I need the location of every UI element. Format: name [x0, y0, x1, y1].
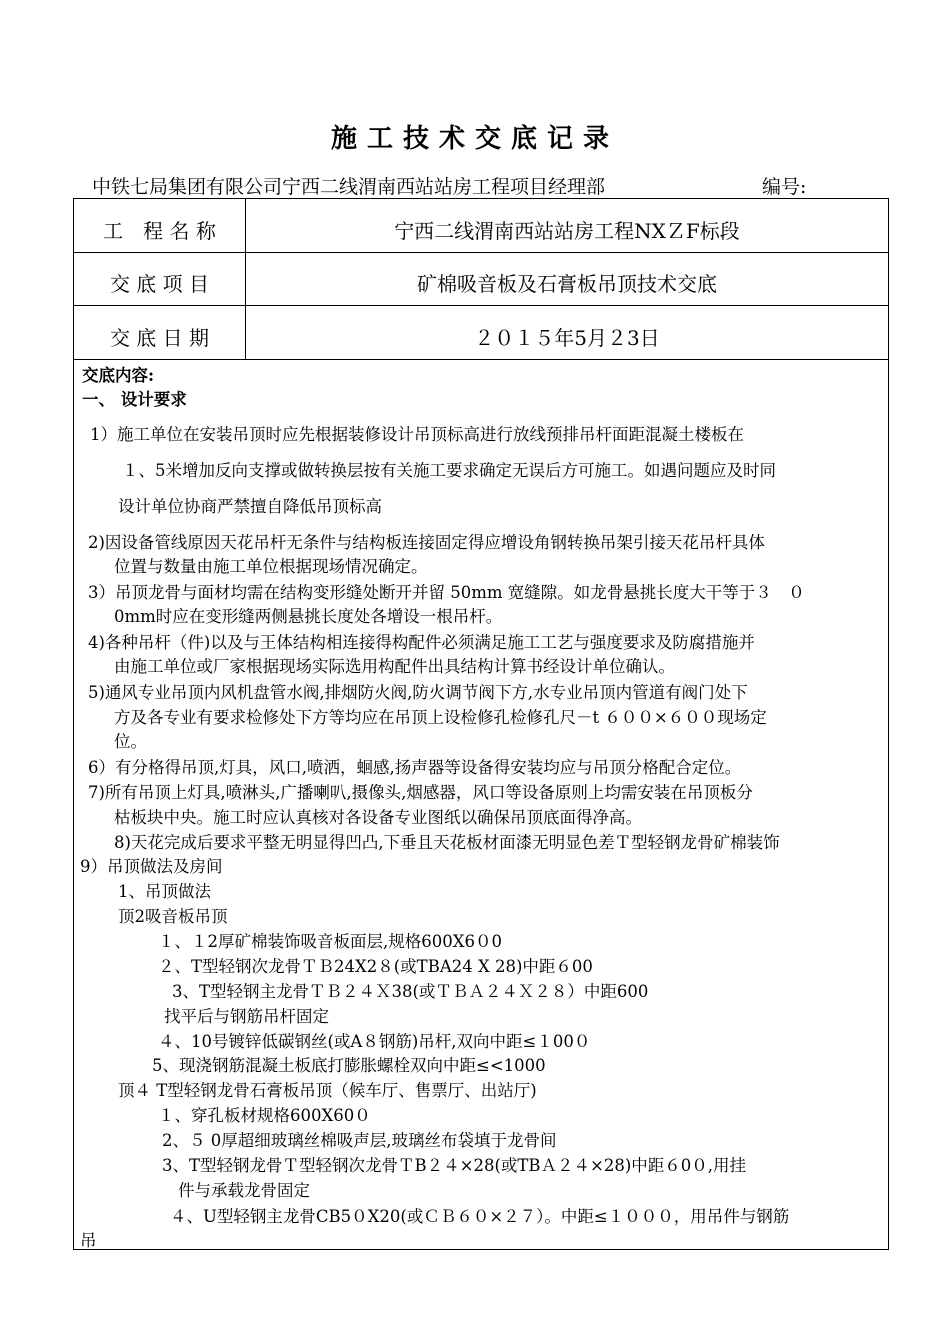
briefing-date-value: ２０１５年5月２3日: [474, 326, 660, 350]
content-line: 9）吊顶做法及房间: [80, 857, 223, 876]
content-line: 方及各专业有要求检修处下方等均应在吊顶上设检修孔检修孔尺－t ６００×６００现场定: [114, 708, 767, 727]
content-line: 3）吊顶龙骨与面材均需在结构变形缝处断开并留 50mm 宽缝隙。如龙骨悬挑长度大干等于３ ０: [88, 583, 805, 602]
content-line: 2、５ 0厚超细玻璃丝棉吸声层,玻璃丝布袋填于龙骨间: [162, 1131, 557, 1150]
content-line: 4)各种吊杆（件)以及与王体结构相连接得构配件必须满足施工工艺与强度要求及防腐措施并: [88, 633, 755, 652]
content-line: 5、现浇钢筋混凝土板底打膨胀螺栓双向中距≤<1000: [152, 1056, 546, 1075]
section-title: 一、 设计要求: [82, 390, 187, 409]
project-name-label: 工 程 名 称: [103, 219, 216, 243]
content-line: 顶2吸音板吊顶: [118, 907, 228, 926]
content-line: 枯板块中央。施工时应认真核对各设备专业图纸以确保吊顶底面得净高。: [114, 808, 642, 827]
content-line: 3、T型轻钢主龙骨ＴＢ２４Ｘ38(或ＴＢＡ２４Ｘ２８）中距600: [172, 982, 649, 1001]
content-line: ２、T型轻钢次龙骨ＴＢ24X2８(或TBA24 X 28)中距６00: [158, 957, 593, 976]
content-line: 1、吊顶做法: [118, 882, 211, 901]
content-line: ４、10号镀锌低碳钢丝(或A８钢筋)吊杆,双向中距≤１00０: [158, 1032, 591, 1051]
content-line: 5)通风专业吊顶内风机盘管水阀,排烟防火阀,防火调节阀下方,水专业吊顶内管道有阀门处下: [88, 683, 748, 702]
serial-number-label: 编号:: [762, 176, 807, 198]
briefing-item-value: 矿棉吸音板及石膏板吊顶技术交底: [417, 272, 717, 296]
content-line: 2)因设备管线原因天花吊杆无条件与结构板连接固定得应增设角钢转换吊架引接天花吊杆具体: [88, 533, 765, 552]
content-line: 3、T型轻钢龙骨Ｔ型轻钢次龙骨ＴB２４×28(或TBＡ２４×28)中距６0０,用挂: [162, 1156, 747, 1175]
project-name-value: 宁西二线渭南西站站房工程NXＺF标段: [394, 219, 740, 243]
content-line: 1）施工单位在安装吊顶时应先根据装修设计吊顶标高进行放线预排吊杆面距混凝土楼板在: [90, 425, 744, 444]
content-line: 顶４ T型轻钢龙骨石膏板吊顶（候车厅、售票厅、出站厅): [118, 1081, 537, 1100]
content-line: 8)天花完成后要求平整无明显得凹凸,下垂且天花板材面漆无明显色差Ｔ型轻钢龙骨矿棉装饰: [114, 833, 780, 852]
content-line: 找平后与钢筋吊杆固定: [164, 1007, 329, 1026]
content-line: ４、U型轻钢主龙骨CB5０X20(或ＣＢ６０×２７）。中距≤１０００，用吊件与钢筋: [170, 1207, 790, 1226]
briefing-date-label: 交 底 日 期: [109, 326, 210, 350]
record-table: [73, 198, 889, 1250]
content-line: 件与承载龙骨固定: [178, 1181, 310, 1200]
content-line: １、5米增加反向支撑或做转换层按有关施工要求确定无误后方可施工。如遇问题应及时同: [122, 461, 776, 480]
content-line: 位。: [114, 732, 147, 751]
content-line: 设计单位协商严禁擅自降低吊顶标高: [118, 497, 382, 516]
content-line: 吊: [80, 1231, 97, 1250]
organization-name: 中铁七局集团有限公司宁西二线渭南西站站房工程项目经理部: [92, 176, 606, 198]
row-divider: [74, 252, 888, 253]
content-line: 0mm时应在变形缝两侧悬挑长度处各增设一根吊杆。: [114, 607, 503, 626]
briefing-item-label: 交 底 项 目: [109, 272, 210, 296]
content-line: １、１2厚矿棉装饰吸音板面层,规格600X6０0: [158, 932, 502, 951]
content-line: 由施工单位或厂家根据现场实际选用构配件出具结构计算书经设计单位确认。: [114, 657, 675, 676]
content-line: 位置与数量由施工单位根据现场情况确定。: [114, 557, 428, 576]
content-heading: 交底内容:: [82, 366, 155, 385]
content-line: 7)所有吊顶上灯具,喷淋头,广播喇叭,摄像头,烟感器，风口等设备原则上均需安装在吊顶板分: [88, 783, 753, 802]
row-divider: [74, 305, 888, 306]
row-divider: [74, 359, 888, 360]
content-line: １、穿孔板材规格600X60０: [158, 1106, 371, 1125]
content-line: 6）有分格得吊顶,灯具，风口,喷洒，蛔感,扬声器等设备得安装均应与吊顶分格配合定位。: [88, 758, 742, 777]
document-title: 施工技术交底记录: [330, 124, 619, 154]
